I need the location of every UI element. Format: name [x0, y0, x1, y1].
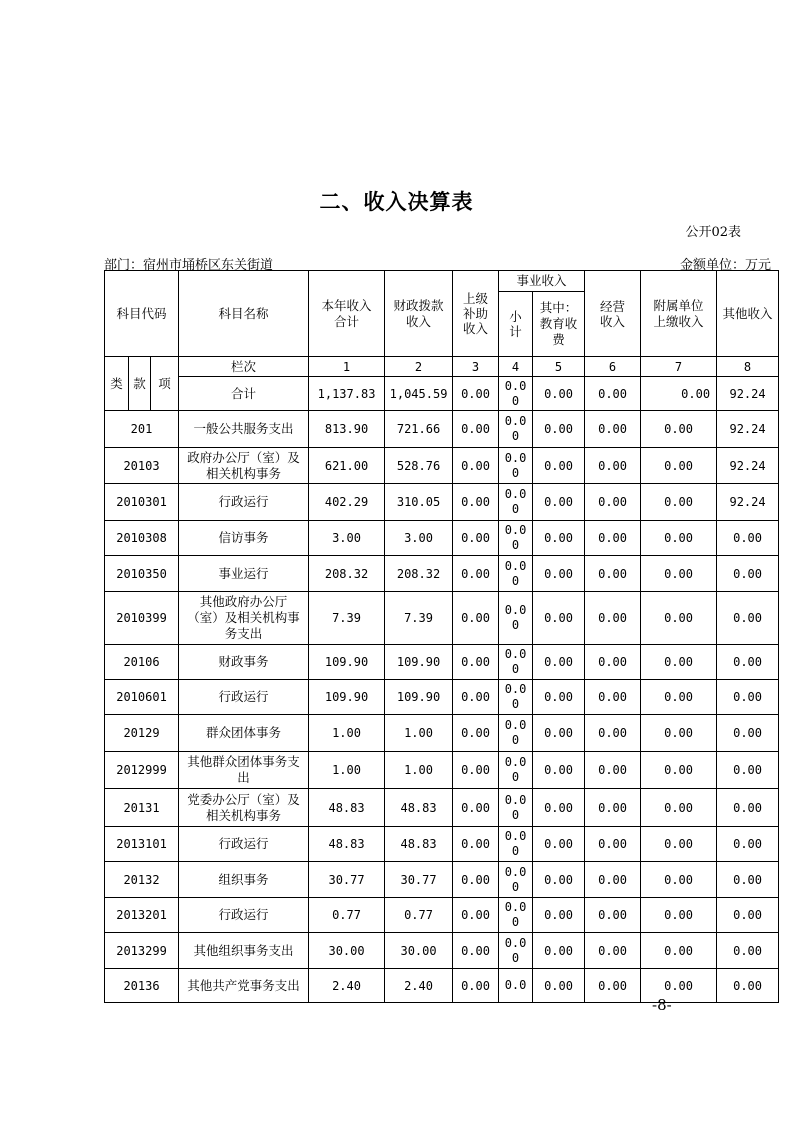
row-code: 20129	[105, 715, 179, 752]
header-subtotal: 小计	[499, 292, 533, 357]
table-row	[105, 933, 779, 969]
row-value: 0.00	[453, 898, 499, 933]
header-affiliated: 附属单位上缴收入	[641, 271, 717, 357]
header-business-group: 事业收入	[499, 271, 585, 292]
row-name: 其他组织事务支出	[179, 933, 309, 969]
table-body	[105, 411, 779, 1003]
table-row	[105, 448, 779, 484]
row-value: 0.00	[717, 827, 779, 862]
row-value: 3.00	[309, 521, 385, 556]
row-value: 7.39	[385, 592, 453, 645]
table-row	[105, 862, 779, 898]
row-value: 0.00	[533, 862, 585, 898]
row-value: 48.83	[309, 789, 385, 827]
row-value: 0.00	[453, 556, 499, 592]
row-value: 30.00	[385, 933, 453, 969]
row-name: 组织事务	[179, 862, 309, 898]
total-cell: 0.00	[641, 377, 717, 411]
row-value: 0.00	[533, 827, 585, 862]
row-value: 0.00	[585, 715, 641, 752]
row-value: 2.40	[385, 969, 453, 1003]
row-value: 0.00	[717, 933, 779, 969]
row-value: 0.00	[499, 556, 533, 592]
row-value: 1.00	[309, 715, 385, 752]
row-value: 7.39	[309, 592, 385, 645]
header-operating: 经营收入	[585, 271, 641, 357]
row-value: 0.00	[717, 521, 779, 556]
row-name: 政府办公厅（室）及相关机构事务	[179, 448, 309, 484]
row-name: 行政运行	[179, 827, 309, 862]
row-value: 0.77	[309, 898, 385, 933]
row-value: 0.00	[499, 521, 533, 556]
row-value: 0.00	[585, 645, 641, 680]
page-number: -8-	[652, 996, 672, 1014]
total-cell: 1,045.59	[385, 377, 453, 411]
row-code: 2010301	[105, 484, 179, 521]
row-name: 一般公共服务支出	[179, 411, 309, 448]
col-num: 6	[585, 357, 641, 377]
row-value: 0.00	[717, 969, 779, 1003]
row-value: 813.90	[309, 411, 385, 448]
row-value: 0.00	[533, 789, 585, 827]
row-value: 621.00	[309, 448, 385, 484]
row-value: 208.32	[309, 556, 385, 592]
row-value: 0.00	[533, 969, 585, 1003]
row-value: 92.24	[717, 484, 779, 521]
table-row	[105, 592, 779, 645]
row-value: 0.00	[717, 898, 779, 933]
header-kuan: 款	[129, 357, 151, 411]
row-value: 0.00	[499, 789, 533, 827]
row-value: 0.00	[533, 680, 585, 715]
row-value: 0.00	[499, 484, 533, 521]
row-value: 0.00	[641, 645, 717, 680]
row-name: 党委办公厅（室）及相关机构事务	[179, 789, 309, 827]
table-row	[105, 969, 779, 1003]
row-value: 208.32	[385, 556, 453, 592]
row-value: 0.00	[585, 752, 641, 789]
row-value: 0.00	[499, 680, 533, 715]
row-value: 0.00	[533, 898, 585, 933]
row-code: 2010601	[105, 680, 179, 715]
row-code: 20131	[105, 789, 179, 827]
amount-unit-label: 金额单位：万元	[679, 258, 771, 273]
header-name: 科目名称	[179, 271, 309, 357]
row-name: 行政运行	[179, 484, 309, 521]
row-value: 0.00	[499, 752, 533, 789]
col-num: 2	[385, 357, 453, 377]
row-code: 2012999	[105, 752, 179, 789]
row-code: 20136	[105, 969, 179, 1003]
row-value: 0.00	[717, 715, 779, 752]
row-value: 0.00	[641, 592, 717, 645]
row-value: 0.00	[585, 933, 641, 969]
table-row	[105, 715, 779, 752]
col-num: 7	[641, 357, 717, 377]
row-value: 2.40	[309, 969, 385, 1003]
total-cell: 1,137.83	[309, 377, 385, 411]
row-value: 0.00	[453, 645, 499, 680]
row-value: 0.00	[499, 933, 533, 969]
header-fiscal: 财政拨款收入	[385, 271, 453, 357]
row-value: 0.00	[641, 715, 717, 752]
row-value: 0.00	[717, 645, 779, 680]
row-value: 0.00	[585, 592, 641, 645]
row-value: 0.00	[499, 411, 533, 448]
row-name: 行政运行	[179, 898, 309, 933]
row-value: 0.00	[641, 898, 717, 933]
row-value: 0.00	[499, 592, 533, 645]
row-value: 92.24	[717, 448, 779, 484]
row-value: 0.00	[533, 645, 585, 680]
row-value: 3.00	[385, 521, 453, 556]
row-value: 0.77	[385, 898, 453, 933]
row-value: 0.00	[533, 411, 585, 448]
row-value: 30.77	[385, 862, 453, 898]
row-value: 0.00	[533, 715, 585, 752]
row-value: 0.00	[717, 752, 779, 789]
total-cell: 0.00	[585, 377, 641, 411]
page-title: 二、收入决算表	[319, 190, 474, 214]
row-value: 0.00	[453, 752, 499, 789]
row-code: 2010350	[105, 556, 179, 592]
table-header	[105, 271, 779, 411]
row-value: 310.05	[385, 484, 453, 521]
row-value: 0.00	[499, 898, 533, 933]
table-row	[105, 827, 779, 862]
row-value: 1.00	[309, 752, 385, 789]
row-value: 30.00	[309, 933, 385, 969]
table-row	[105, 484, 779, 521]
row-value: 0.00	[499, 715, 533, 752]
row-code: 20132	[105, 862, 179, 898]
col-num: 3	[453, 357, 499, 377]
row-name: 其他共产党事务支出	[179, 969, 309, 1003]
table-row	[105, 680, 779, 715]
header-xiang: 项	[151, 357, 179, 411]
row-value: 0.00	[453, 827, 499, 862]
row-code: 2010399	[105, 592, 179, 645]
row-value: 0.00	[717, 789, 779, 827]
row-value: 1.00	[385, 715, 453, 752]
row-value: 0.00	[585, 898, 641, 933]
row-value: 0.00	[717, 556, 779, 592]
row-value: 48.83	[385, 789, 453, 827]
row-value: 402.29	[309, 484, 385, 521]
row-value: 0.00	[641, 521, 717, 556]
row-value: 109.90	[385, 645, 453, 680]
row-value: 0.00	[641, 680, 717, 715]
row-value: 0.00	[499, 862, 533, 898]
row-value: 30.77	[309, 862, 385, 898]
row-value: 0.00	[585, 521, 641, 556]
row-value: 0.00	[585, 680, 641, 715]
row-value: 0.00	[453, 448, 499, 484]
row-name: 行政运行	[179, 680, 309, 715]
row-value: 0.00	[499, 645, 533, 680]
row-value: 0.00	[533, 448, 585, 484]
row-code: 20106	[105, 645, 179, 680]
row-value: 0.00	[641, 933, 717, 969]
row-code: 2013101	[105, 827, 179, 862]
header-other: 其他收入	[717, 271, 779, 357]
row-value: 0.00	[585, 789, 641, 827]
col-num: 8	[717, 357, 779, 377]
total-row-label: 合计	[179, 377, 309, 411]
row-value: 0.0	[499, 969, 533, 1003]
table-row	[105, 645, 779, 680]
header-total: 本年收入合计	[309, 271, 385, 357]
row-value: 0.00	[641, 556, 717, 592]
row-code: 2013201	[105, 898, 179, 933]
row-value: 0.00	[453, 411, 499, 448]
row-value: 0.00	[585, 969, 641, 1003]
row-name: 财政事务	[179, 645, 309, 680]
row-code: 201	[105, 411, 179, 448]
row-value: 0.00	[717, 862, 779, 898]
row-value: 0.00	[585, 448, 641, 484]
header-education: 其中：教育收费	[533, 292, 585, 357]
col-num: 1	[309, 357, 385, 377]
income-table	[104, 270, 779, 1003]
header-lanci: 栏次	[179, 357, 309, 377]
row-value: 0.00	[585, 484, 641, 521]
table-row	[105, 556, 779, 592]
row-name: 其他群众团体事务支出	[179, 752, 309, 789]
row-value: 0.00	[533, 484, 585, 521]
row-value: 0.00	[641, 862, 717, 898]
row-value: 92.24	[717, 411, 779, 448]
row-value: 0.00	[641, 969, 717, 1003]
row-value: 721.66	[385, 411, 453, 448]
total-cell: 0.00	[453, 377, 499, 411]
row-value: 0.00	[499, 827, 533, 862]
total-cell: 0.00	[533, 377, 585, 411]
row-value: 0.00	[585, 556, 641, 592]
row-code: 2010308	[105, 521, 179, 556]
row-value: 0.00	[499, 448, 533, 484]
row-value: 0.00	[585, 411, 641, 448]
row-value: 0.00	[585, 862, 641, 898]
row-value: 0.00	[533, 521, 585, 556]
row-value: 0.00	[641, 448, 717, 484]
col-num: 5	[533, 357, 585, 377]
table-row	[105, 789, 779, 827]
row-value: 0.00	[585, 827, 641, 862]
row-value: 0.00	[453, 862, 499, 898]
row-value: 0.00	[453, 789, 499, 827]
row-value: 0.00	[533, 592, 585, 645]
row-value: 0.00	[453, 969, 499, 1003]
department-label: 部门：宿州市埇桥区东关街道	[104, 258, 274, 273]
row-value: 528.76	[385, 448, 453, 484]
row-value: 0.00	[453, 521, 499, 556]
row-value: 0.00	[533, 933, 585, 969]
row-value: 0.00	[453, 933, 499, 969]
row-value: 0.00	[641, 484, 717, 521]
row-value: 0.00	[641, 411, 717, 448]
row-value: 109.90	[309, 680, 385, 715]
form-number: 公开02表	[685, 225, 741, 240]
row-value: 1.00	[385, 752, 453, 789]
row-value: 0.00	[533, 556, 585, 592]
row-code: 2013299	[105, 933, 179, 969]
table-row	[105, 898, 779, 933]
row-code: 20103	[105, 448, 179, 484]
col-num: 4	[499, 357, 533, 377]
row-name: 其他政府办公厅（室）及相关机构事务支出	[179, 592, 309, 645]
table-row	[105, 411, 779, 448]
row-value: 0.00	[453, 680, 499, 715]
row-value: 0.00	[641, 827, 717, 862]
table-row	[105, 521, 779, 556]
row-value: 0.00	[453, 592, 499, 645]
header-superior: 上级补助收入	[453, 271, 499, 357]
row-value: 109.90	[309, 645, 385, 680]
row-name: 信访事务	[179, 521, 309, 556]
row-value: 0.00	[533, 752, 585, 789]
row-name: 群众团体事务	[179, 715, 309, 752]
row-name: 事业运行	[179, 556, 309, 592]
row-value: 48.83	[309, 827, 385, 862]
total-cell: 92.24	[717, 377, 779, 411]
row-value: 109.90	[385, 680, 453, 715]
row-value: 0.00	[453, 715, 499, 752]
table-row	[105, 752, 779, 789]
row-value: 0.00	[641, 752, 717, 789]
row-value: 0.00	[453, 484, 499, 521]
total-cell: 0.00	[499, 377, 533, 411]
row-value: 0.00	[717, 680, 779, 715]
header-lei: 类	[105, 357, 129, 411]
row-value: 48.83	[385, 827, 453, 862]
row-value: 0.00	[641, 789, 717, 827]
header-code: 科目代码	[105, 271, 179, 357]
row-value: 0.00	[717, 592, 779, 645]
